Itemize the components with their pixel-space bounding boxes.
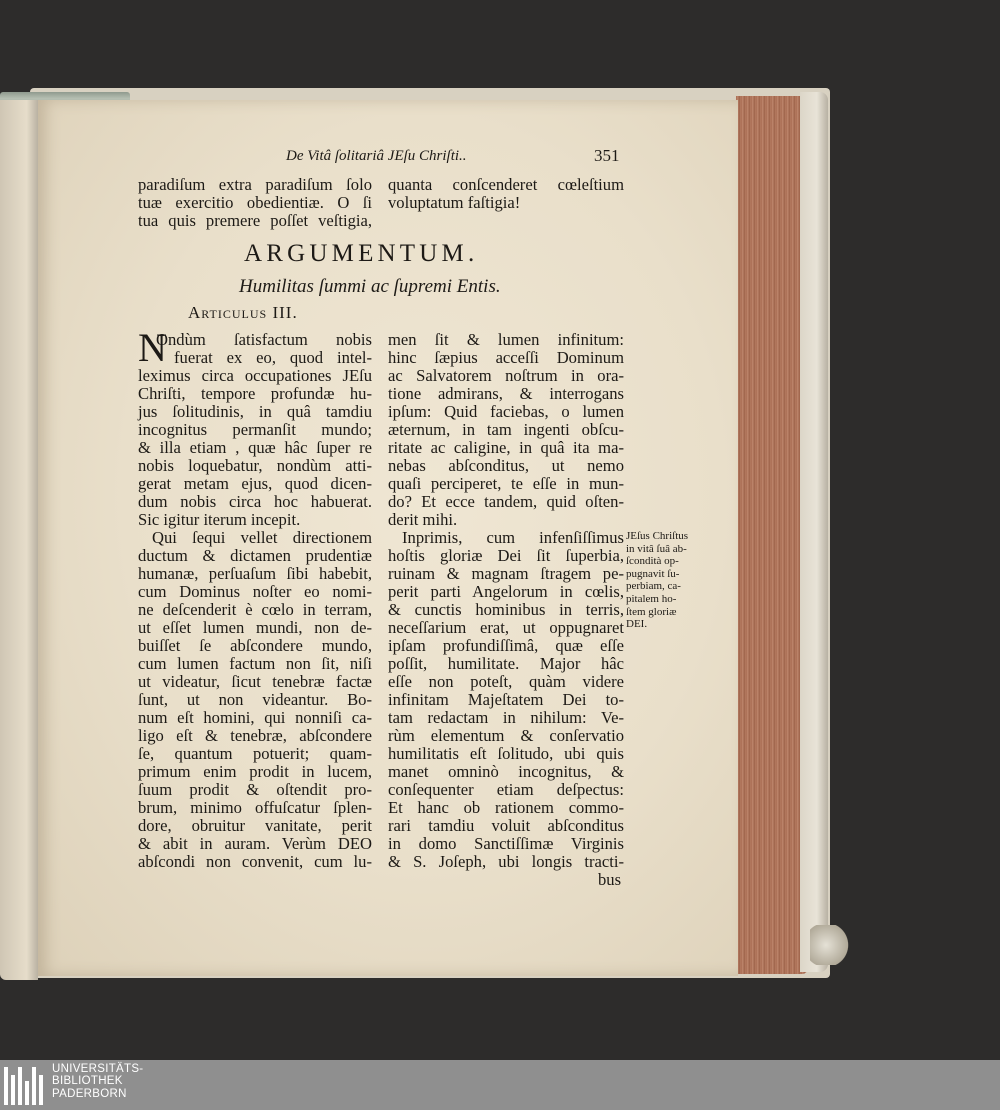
text-line: Inprimis, cum infenſiſſimus [402,528,624,547]
text-line: do? Et ecce tandem, quid oſten- [388,492,624,511]
text-line: fuerat ex eo, quod intel- [174,348,372,367]
text-line: cum lumen factum non ſit, niſi [138,654,372,673]
text-line: & abit in auram. Verùm DEO [138,834,372,853]
text-line: primum enim prodit in lucem, [138,762,372,781]
left-page-edge [0,100,38,980]
text-line: cum Dominus noſter eo nomi- [138,582,372,601]
text-line: rari tamdiu voluit abſconditus [388,816,624,835]
article-label: Articulus III. [188,303,298,322]
text-line: ruinam & magnam ſtragem pe- [388,564,624,583]
library-logo-icon [4,1065,48,1105]
text-line: humilitatis eſt ſolitudo, ubi quis [388,744,624,763]
text-line: ac Salvatorem noſtrum in ora- [388,366,624,385]
margin-note-line: in vitâ ſuâ ab- [626,542,687,555]
text-line: voluptatum faſtigia! [388,193,521,212]
text-line: rùm elementum & conſervatio [388,726,624,745]
margin-note-line: pugnavit ſu- [626,567,680,580]
text-line: nebas abſconditus, ut nemo [388,456,624,475]
text-line: eſſe non poteſt, quàm videre [388,672,624,691]
library-name-line: UNIVERSITÄTS- [52,1063,144,1075]
margin-note-line: ſcondità op- [626,555,679,568]
library-name-line: BIBLIOTHEK [52,1075,123,1088]
library-footer [0,1060,1000,1110]
text-line: paradiſum extra paradiſum ſolo [138,175,372,194]
text-line: & cunctis hominibus in terris, [388,600,624,619]
text-line: humanæ, perſuaſum ſibi habebit, [138,564,372,583]
text-line: ut videatur, ſicut tenebræ factæ [138,672,372,691]
text-line: dore, obruitur vanitate, perit [138,816,372,835]
vellum-cover-edge [800,92,828,972]
cover-corner [810,925,850,965]
text-line: quanta conſcenderet cœleſtium [388,175,624,194]
top-right-column [388,176,624,212]
text-line: ligo eſt & tenebræ, abſcondere [138,726,372,745]
text-line: jus ſolitudinis, in quâ tamdiu [138,402,372,421]
text-line: ne deſcenderit è cœlo in terram, [138,600,372,619]
margin-note [626,530,688,631]
text-line: perit parti Angelorum in cœlis, [388,582,624,601]
text-line: & S. Joſeph, ubi longis tracti- [388,852,624,871]
text-line: leximus circa occupationes JEſu [138,366,372,385]
text-line: buiſſet ſe abſcondere mundo, [138,636,372,655]
text-line: hoſtis gloriæ Dei ſit ſuperbia, [388,546,624,565]
right-column [388,331,624,871]
text-line: neceſſarium erat, ut oppugnaret [388,618,624,637]
text-line: Qui ſequi vellet directionem [152,528,372,547]
text-line: poſſit, humilitate. Major hâc [388,654,624,673]
text-line: & illa etiam , quæ hâc ſuper re [138,438,372,457]
text-line: Ondùm ſatisfactum nobis [156,330,372,349]
margin-note-line: DEI. [626,618,648,631]
text-line: tuæ exercitio obedientiæ. O ſi [138,193,372,212]
heading: ARGUMENTUM. [244,240,479,267]
text-line: dum nobis circa hoc habuerat. [138,492,372,511]
book-page [38,100,738,976]
text-line: Et hanc ob rationem commo- [388,798,624,817]
text-line: æternum, in tam ingenti obſcu- [388,420,624,439]
margin-note-line: pitalem ho- [626,592,677,605]
text-line: ſunt, ut non videantur. Bo- [138,690,372,709]
drop-cap: N [138,325,167,370]
page-number: 351 [594,146,620,165]
margin-note-line: perbiam, ca- [626,580,681,593]
running-head: De Vitâ ſolitariâ JEſu Chriſti.. [286,148,467,164]
text-line: Sic igitur iterum incepit. [138,510,301,529]
text-line: men ſit & lumen infinitum: [388,330,624,349]
left-column [138,331,372,871]
text-line: ipſam profundiſſimâ, quæ eſſe [388,636,624,655]
text-line: quaſi perciperet, te eſſe in mun- [388,474,624,493]
text-line: ut eſſet lumen mundi, non de- [138,618,372,637]
text-line: hinc ſæpius acceſſi Dominum [388,348,624,367]
text-line: num eſt homini, qui nonniſi ca- [138,708,372,727]
subheading: Humilitas ſummi ac ſupremi Entis. [239,276,501,297]
catchword: bus [598,870,622,889]
text-line: abſcondi non convenit, cum lu- [138,852,372,871]
margin-note-line: ſtem gloriæ [626,605,677,618]
text-line: brum, minimo offuſcatur ſplen- [138,798,372,817]
text-line: ritate ac caligine, in quâ ita ma- [388,438,624,457]
text-line: gerat metam ejus, quod dicen- [138,474,372,493]
text-line: conſequenter etiam deſpectus: [388,780,624,799]
text-line: Chriſti, tempore profundæ hu- [138,384,372,403]
text-line: ductum & dictamen prudentiæ [138,546,372,565]
margin-note-line: JEſus Chriſtus [626,530,689,542]
text-line: derit mihi. [388,510,458,529]
library-name [52,1063,143,1100]
text-line: incognitus permanſit mundo; [138,420,372,439]
text-line: tam redactam in nihilum: Ve- [388,708,624,727]
text-line: ſuum prodit & oſtendit pro- [138,780,372,799]
text-line: tione admirans, & interrogans [388,384,624,403]
library-name-line: PADERBORN [52,1087,127,1100]
text-line: nobis loquebatur, nondùm atti- [138,456,372,475]
text-line: ipſum: Quid faciebas, o lumen [388,402,624,421]
text-line: in domo Sanctiſſimæ Virginis [388,834,624,853]
text-line: infinitam Majeſtatem Dei to- [388,690,624,709]
top-left-column [138,176,372,230]
text-line: tua quis premere poſſet veſtigia, [138,211,372,230]
page-stack-edge [736,96,808,974]
text-line: ſe, quantum potuerit; quam- [138,744,372,763]
text-line: manet omninò incognitus, & [388,762,624,781]
